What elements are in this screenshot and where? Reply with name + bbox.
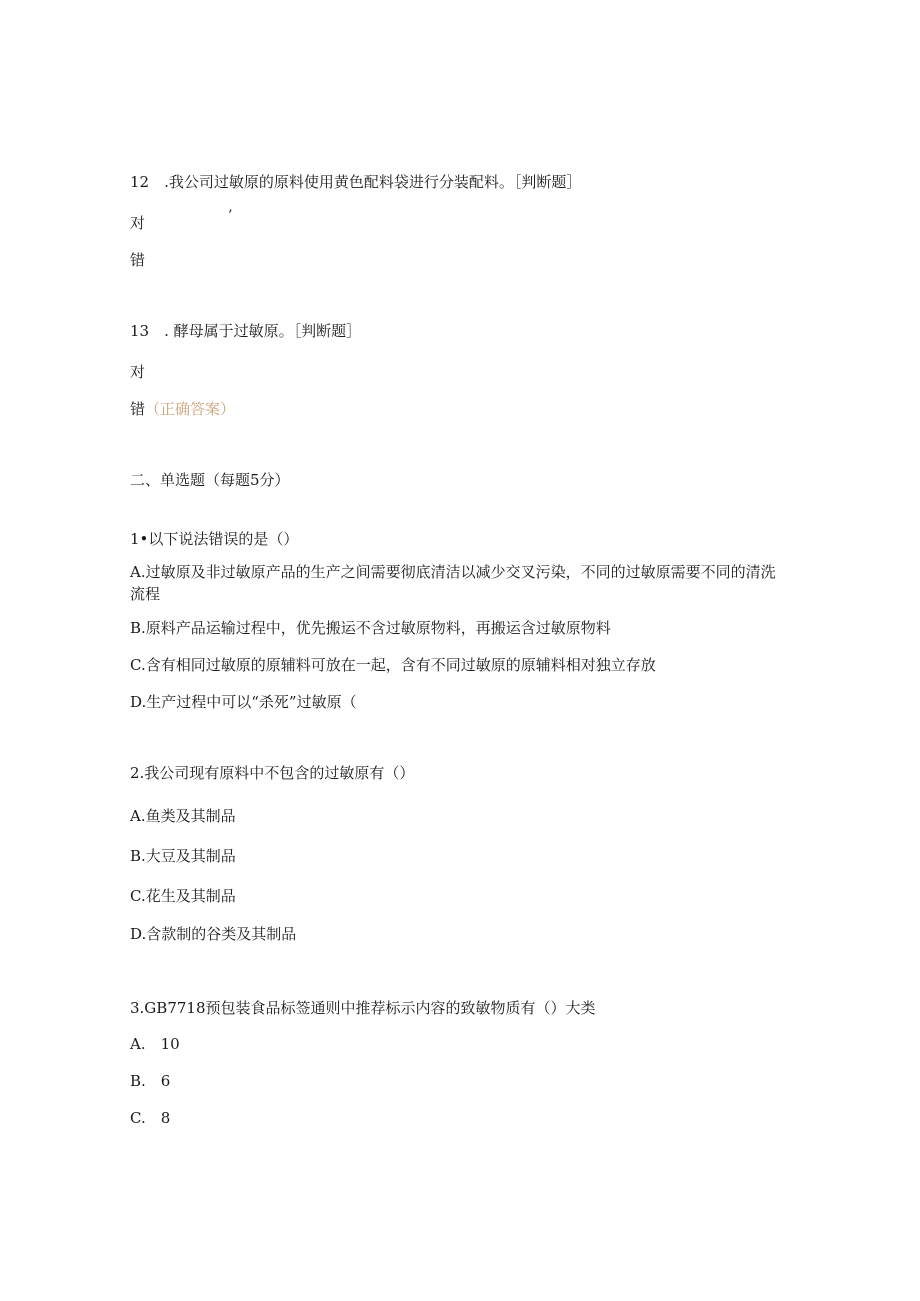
single-choice-2-option-c[interactable]: C.花生及其制品 [130,887,236,905]
correct-answer-note: （正确答案） [145,400,236,418]
section-title: 二、单选题（每题5分） [130,471,290,489]
single-choice-1-option-a[interactable]: A.过敏原及非过敏原产品的生产之间需要彻底清洁以减少交叉污染，不同的过敏原需要不同的清洗流程 [130,563,776,603]
single-choice-3-option-a[interactable]: A. 10 [130,1035,180,1053]
single-choice-2-option-a[interactable]: A.鱼类及其制品 [130,807,236,825]
single-choice-3-option-c[interactable]: C. 8 [130,1109,171,1127]
single-choice-2-option-b[interactable]: B.大豆及其制品 [130,847,236,865]
single-choice-1-option-c[interactable]: C.含有相同过敏原的原辅料可放在一起，含有不同过敏原的原辅料相对独立存放 [130,656,656,674]
question-12-text: 12 .我公司过敏原的原料使用黄色配料袋进行分装配料。［判断题］ [130,173,582,191]
single-choice-1-option-b[interactable]: B.原料产品运输过程中，优先搬运不含过敏原物料，再搬运含过敏原物料 [130,619,611,637]
question-12-option-false[interactable]: 错 [130,251,146,269]
question-13-option-false[interactable] [130,399,235,419]
stray-mark: ’ [228,208,233,224]
single-choice-1-option-d[interactable]: D.生产过程中可以“杀死”过敏原（ [130,693,357,711]
single-choice-1-question: 1•以下说法错误的是（） [130,530,299,548]
question-13-text: 13 . 酵母属于过敏原。［判断题］ [130,322,362,340]
option-label: 错 [130,400,146,418]
single-choice-3-question: 3.GB7718预包装食品标签通则中推荐标示内容的致敏物质有（）大类 [130,999,596,1017]
single-choice-2-question: 2.我公司现有原料中不包含的过敏原有（） [130,764,415,782]
question-13-option-true[interactable]: 对 [130,363,146,381]
question-12-option-true[interactable]: 对 [130,214,146,232]
single-choice-2-option-d[interactable]: D.含款制的谷类及其制品 [130,925,297,943]
single-choice-3-option-b[interactable]: B. 6 [130,1072,171,1090]
